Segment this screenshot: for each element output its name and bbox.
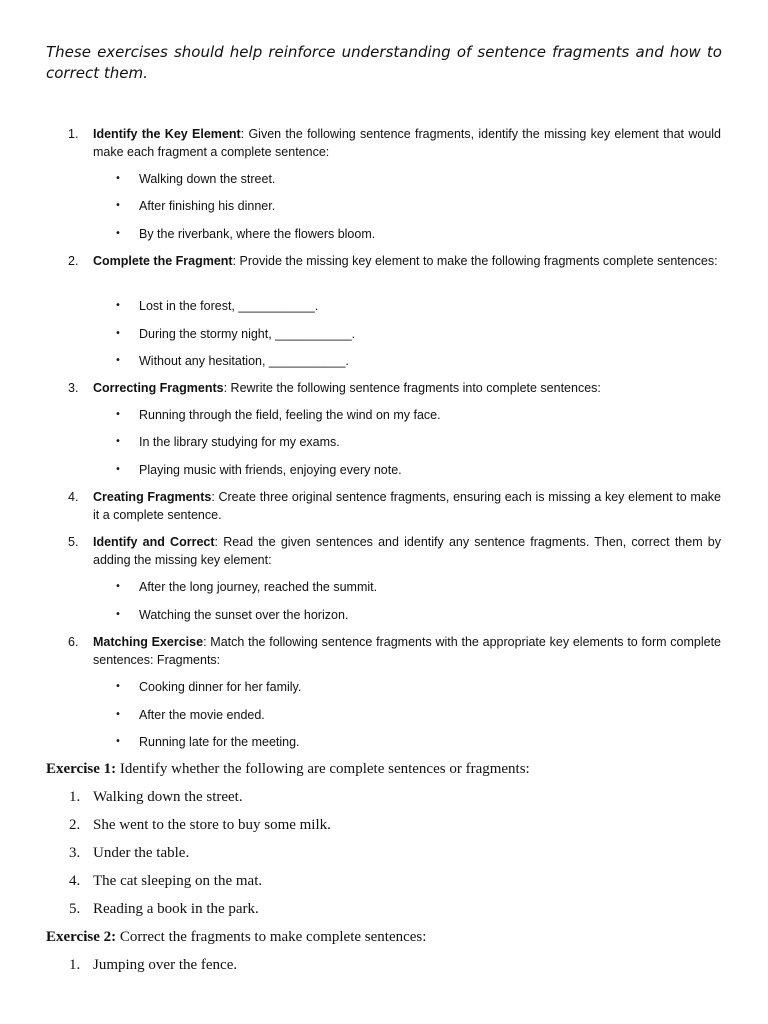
bullet-icon: • bbox=[115, 709, 121, 720]
bullet-icon: • bbox=[115, 736, 121, 747]
exercise-number: 3. bbox=[68, 381, 79, 395]
exercise-instruction: : Rewrite the following sentence fragments into complete sentences: bbox=[223, 381, 601, 395]
bullet-icon: • bbox=[115, 200, 121, 211]
exercise-title: Complete the Fragment bbox=[93, 254, 233, 268]
list-number: 5. bbox=[69, 901, 81, 917]
exercise1-heading bbox=[46, 759, 530, 779]
list-item: After finishing his dinner. bbox=[139, 199, 276, 213]
bullet-icon: • bbox=[115, 609, 121, 620]
list-item: Cooking dinner for her family. bbox=[139, 680, 302, 694]
exercise2-instruction: Correct the fragments to make complete sentences: bbox=[116, 929, 427, 945]
list-item: The cat sleeping on the mat. bbox=[93, 873, 263, 889]
exercise-number: 1. bbox=[68, 127, 79, 141]
list-item: She went to the store to buy some milk. bbox=[93, 817, 331, 833]
exercise-number: 6. bbox=[68, 635, 79, 649]
exercise-title: Identify and Correct bbox=[93, 535, 215, 549]
exercise-title: Identify the Key Element bbox=[93, 127, 241, 141]
list-number: 2. bbox=[69, 817, 81, 833]
list-item: Running late for the meeting. bbox=[139, 735, 300, 749]
list-number: 4. bbox=[69, 873, 81, 889]
bullet-icon: • bbox=[115, 328, 121, 339]
exercise-title: Correcting Fragments bbox=[93, 381, 224, 395]
exercise-instruction: : Match the following sentence fragments with the appropriate key elements to form complete sentences: Fragments: bbox=[93, 635, 721, 667]
exercise1-label: Exercise 1: bbox=[46, 761, 117, 777]
bullet-icon: • bbox=[115, 228, 121, 239]
exercise-description bbox=[93, 252, 721, 270]
exercise2-label: Exercise 2: bbox=[46, 929, 117, 945]
list-item: In the library studying for my exams. bbox=[139, 435, 340, 449]
exercise2-heading bbox=[46, 927, 426, 947]
exercise-description bbox=[93, 533, 721, 569]
bullet-icon: • bbox=[115, 300, 121, 311]
bullet-icon: • bbox=[115, 581, 121, 592]
exercise-description bbox=[93, 125, 721, 161]
exercise-number: 4. bbox=[68, 490, 79, 504]
exercise-description bbox=[93, 379, 721, 397]
bullet-icon: • bbox=[115, 409, 121, 420]
exercise-instruction: : Read the given sentences and identify any sentence fragments. Then, correct them by adding the missing key element: bbox=[93, 535, 722, 567]
list-item: Without any hesitation, ___________. bbox=[139, 354, 349, 368]
list-item: Jumping over the fence. bbox=[93, 957, 238, 973]
list-number: 1. bbox=[69, 957, 81, 973]
list-item: Walking down the street. bbox=[139, 172, 276, 186]
intro-paragraph: These exercises should help reinforce understanding of sentence fragments and how to correct them. bbox=[46, 43, 722, 82]
bullet-icon: • bbox=[115, 681, 121, 692]
list-number: 3. bbox=[69, 845, 81, 861]
exercise-number: 2. bbox=[68, 254, 79, 268]
list-item: Walking down the street. bbox=[93, 789, 243, 805]
list-item: Reading a book in the park. bbox=[93, 901, 259, 917]
list-item: Watching the sunset over the horizon. bbox=[139, 608, 349, 622]
exercise-instruction: : Create three original sentence fragments, ensuring each is missing a key element to make it a complete sentence. bbox=[93, 490, 721, 522]
list-item: By the riverbank, where the flowers bloom. bbox=[139, 227, 376, 241]
bullet-icon: • bbox=[115, 355, 121, 366]
exercise-instruction: : Provide the missing key element to make the following fragments complete sentences: bbox=[232, 254, 718, 268]
bullet-icon: • bbox=[115, 464, 121, 475]
list-number: 1. bbox=[69, 789, 81, 805]
exercise-instruction: : Given the following sentence fragments, identify the missing key element that would make each fragment a complete sentence: bbox=[93, 127, 721, 159]
list-item: Under the table. bbox=[93, 845, 190, 861]
bullet-icon: • bbox=[115, 173, 121, 184]
exercise-title: Creating Fragments bbox=[93, 490, 212, 504]
list-item: Lost in the forest, ___________. bbox=[139, 299, 319, 313]
list-item: Playing music with friends, enjoying every note. bbox=[139, 463, 402, 477]
exercise-description bbox=[93, 633, 721, 669]
list-item: Running through the field, feeling the wind on my face. bbox=[139, 408, 441, 422]
list-item: After the movie ended. bbox=[139, 708, 265, 722]
list-item: After the long journey, reached the summit. bbox=[139, 580, 378, 594]
exercise-description bbox=[93, 488, 721, 524]
bullet-icon: • bbox=[115, 436, 121, 447]
exercise-title: Matching Exercise bbox=[93, 635, 204, 649]
exercise-number: 5. bbox=[68, 535, 79, 549]
list-item: During the stormy night, ___________. bbox=[139, 327, 356, 341]
exercise1-instruction: Identify whether the following are complete sentences or fragments: bbox=[116, 761, 530, 777]
